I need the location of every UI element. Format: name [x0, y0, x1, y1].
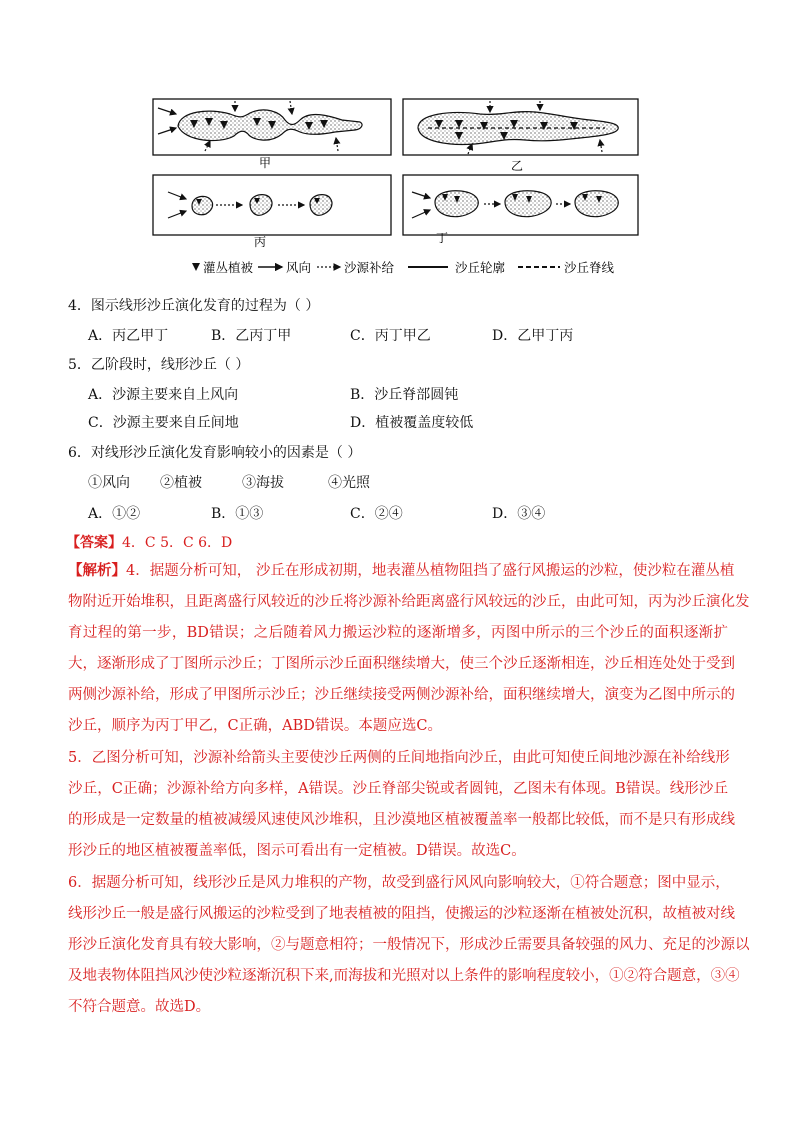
- panel-jia: [153, 99, 391, 155]
- q6-option-c: C．②④: [350, 506, 403, 522]
- analysis-q4-line-5: 两侧沙源补给，形成了甲图所示沙丘；沙丘继续接受两侧沙源补给，面积继续增大，演变为乙图中所示的: [68, 687, 735, 703]
- q4-option-c: C．丙丁甲乙: [350, 328, 431, 344]
- q6-option-b: B．①③: [211, 506, 264, 522]
- analysis-q4-text-1: 4．据题分析可知， 沙丘在形成初期，地表灌丛植物阻挡了盛行风搬运的沙粒，使沙粒在灌丛植: [126, 563, 735, 579]
- analysis-q4-line-4: 大，逐渐形成了丁图所示沙丘；丁图所示沙丘面积继续增大，使三个沙丘逐渐相连，沙丘相连处处于受到: [68, 656, 735, 672]
- analysis-q6-line-4: 及地表物体阻挡风沙使沙粒逐渐沉积下来,而海拔和光照对以上条件的影响程度较小，①②符合题意，③④: [68, 968, 740, 984]
- figure-legend: [192, 260, 615, 275]
- q5-stem: 5．乙阶段时，线形沙丘（ ）: [68, 357, 250, 373]
- analysis-q5-line-4: 形沙丘的地区植被覆盖率低，图示可看出有一定植被。D错误。故选C。: [68, 843, 526, 859]
- q5-option-b: B．沙丘脊部圆钝: [350, 387, 459, 403]
- analysis-q4-line-3: 育过程的第一步，BD错误；之后随着风力搬运沙粒的逐渐增多，丙图中所示的三个沙丘的面积逐渐扩: [68, 625, 728, 641]
- answer-line: [66, 533, 232, 553]
- q6-factor-1: ①风向: [88, 475, 130, 491]
- analysis-q6-line-5: 不符合题意。故选D。: [68, 999, 211, 1015]
- analysis-q4-line-2: 物附近开始堆积，且距离盛行风较近的沙丘将沙源补给距离盛行风较远的沙丘，由此可知，丙为沙丘演化发: [68, 594, 750, 610]
- legend-ridge: 沙丘脊线: [564, 260, 615, 275]
- analysis-q4-line-6: 沙丘，顺序为丙丁甲乙，C正确，ABD错误。本题应选C。: [68, 718, 442, 734]
- panel-label-ding: 丁: [435, 231, 449, 245]
- dune-diagram: [150, 96, 640, 278]
- analysis-q6-line-1: 6．据题分析可知，线形沙丘是风力堆积的产物，故受到盛行风风向影响较大，①符合题意；图中显示，: [68, 875, 730, 891]
- q6-factor-2: ②植被: [160, 475, 202, 491]
- panel-label-jia: 甲: [258, 156, 272, 170]
- panel-ding: [403, 175, 638, 235]
- q5-option-a: A．沙源主要来自上风向: [88, 387, 239, 403]
- dune-outline-jia: [178, 110, 362, 141]
- q4-option-a: A．丙乙甲丁: [88, 328, 169, 344]
- shrub-icon: [192, 263, 200, 271]
- q6-factor-3: ③海拔: [242, 475, 284, 491]
- analysis-q4-line-1: [68, 555, 735, 587]
- analysis-q5-line-2: 沙丘，C正确；沙源补给方向多样，A错误。沙丘脊部尖锐或者圆钝，乙图未有体现。B错误。线形沙丘: [68, 781, 728, 797]
- q6-option-a: A．①②: [88, 506, 141, 522]
- panel-yi: [403, 99, 638, 155]
- analysis-q6: [68, 868, 750, 1023]
- legend-outline: 沙丘轮廓: [455, 260, 506, 275]
- q5-option-c: C．沙源主要来自丘间地: [88, 415, 239, 431]
- dune-outline-yi: [418, 112, 618, 145]
- q6-option-d: D．③④: [492, 506, 546, 522]
- answer-text: 4．C 5．C 6．D: [122, 535, 233, 551]
- q4-option-d: D．乙甲丁丙: [492, 328, 574, 344]
- legend-shrub: 灌丛植被: [203, 260, 254, 275]
- q4-option-b: B．乙丙丁甲: [211, 328, 292, 344]
- analysis-q6-line-2: 线形沙丘一般是盛行风搬运的沙粒受到了地表植被的阻挡，使搬运的沙粒逐渐在植被处沉积，故植被对线: [68, 906, 735, 922]
- answer-label: 【答案】: [66, 535, 122, 551]
- analysis-q5: [68, 743, 735, 867]
- panel-bing: [153, 175, 391, 235]
- analysis-q5-line-1: 5．乙图分析可知，沙源补给箭头主要使沙丘两侧的丘间地指向沙丘，由此可知使丘间地沙源在补给线形: [68, 750, 730, 766]
- analysis-label: 【解析】: [68, 562, 126, 579]
- analysis-q6-line-3: 形沙丘演化发育具有较大影响，②与题意相符；一般情况下，形成沙丘需要具备较强的风力、充足的沙源以: [68, 937, 750, 953]
- q6-factor-4: ④光照: [328, 475, 370, 491]
- legend-wind: 风向: [286, 260, 312, 275]
- q6-stem: 6．对线形沙丘演化发育影响较小的因素是（ ）: [68, 445, 362, 461]
- q5-option-d: D．植被覆盖度较低: [350, 415, 474, 431]
- legend-supply: 沙源补给: [344, 260, 395, 275]
- panel-label-yi: 乙: [510, 159, 524, 173]
- analysis-q5-line-3: 的形成是一定数量的植被减缓风速使风沙堆积，且沙漠地区植被覆盖率一般都比较低，而不是只有形成线: [68, 812, 735, 828]
- dune-evolution-figure: [150, 96, 640, 278]
- panel-label-bing: 丙: [253, 235, 267, 249]
- analysis-q4: [68, 555, 750, 742]
- q4-stem: 4．图示线形沙丘演化发育的过程为（ ）: [68, 298, 320, 314]
